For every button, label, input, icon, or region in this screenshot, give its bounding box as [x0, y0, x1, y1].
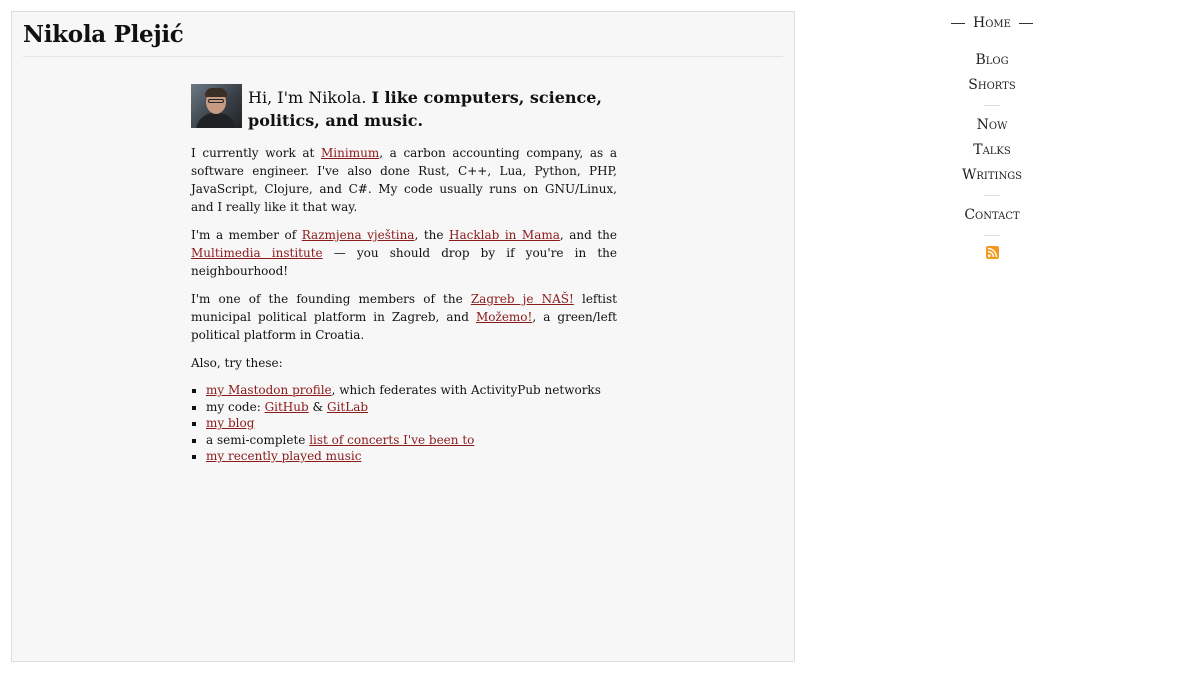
zagreb-je-nas-link[interactable]: Zagreb je NAŠ!: [470, 292, 574, 306]
list-item-text: my code:: [206, 399, 265, 414]
nav-item-talks[interactable]: Talks: [973, 142, 1011, 158]
nav-divider: [984, 195, 1000, 196]
recently-played-link[interactable]: my recently played music: [206, 449, 362, 463]
politics-text-2: leftist municipal political platform in Zagreb, and: [191, 292, 618, 324]
intro-interests: I like computers, science, politics, and music.: [248, 88, 602, 130]
site-title: Nikola Plejić: [23, 21, 184, 48]
membership-text-3: , and the: [559, 228, 617, 242]
politics-text: I'm one of the founding members of the: [191, 292, 471, 306]
nav-divider: [984, 235, 1000, 236]
links-list: [191, 382, 617, 465]
intro-heading: [248, 86, 617, 132]
concerts-link[interactable]: list of concerts I've been to: [309, 432, 475, 447]
work-text: I currently work at: [191, 146, 322, 160]
nav-item-blog[interactable]: Blog: [975, 52, 1009, 68]
mozemo-link[interactable]: Možemo!: [475, 310, 533, 324]
nav-item-now[interactable]: Now: [976, 117, 1008, 133]
membership-text: I'm a member of: [191, 228, 302, 242]
list-item: [206, 399, 617, 416]
nav-item-writings[interactable]: Writings: [961, 167, 1023, 183]
hacklab-link[interactable]: Hacklab in Mama: [449, 228, 560, 242]
sidebar-nav: [928, 10, 1056, 259]
content-column: [191, 82, 617, 465]
intro-greeting: Hi, I'm Nikola.: [248, 88, 372, 107]
politics-text-3: , a green/left political platform in Croatia.: [191, 310, 617, 342]
multimedia-institute-link[interactable]: Multimedia institute: [191, 246, 323, 260]
nav-item-shorts[interactable]: Shorts: [968, 77, 1016, 93]
membership-text-4: — you should drop by if you're in the neighbourhood!: [191, 246, 618, 278]
rss-feed-icon[interactable]: [986, 246, 999, 259]
list-item: [206, 448, 617, 465]
avatar: [191, 84, 242, 128]
nav-home-row: [928, 10, 1056, 36]
razmjena-vjestina-link[interactable]: Razmjena vještina: [301, 228, 415, 242]
main-content-panel: [11, 11, 795, 662]
home-dash-right: [1019, 23, 1033, 24]
list-item: [206, 432, 617, 449]
politics-paragraph: [191, 290, 617, 344]
list-item-text: , which federates with ActivityPub networks: [331, 383, 601, 397]
also-try-paragraph: Also, try these:: [191, 356, 283, 370]
membership-paragraph: [191, 226, 617, 280]
intro-block: [191, 82, 617, 132]
gitlab-link[interactable]: GitLab: [327, 399, 369, 414]
list-item: [206, 382, 617, 399]
nav-divider: [984, 105, 1000, 106]
list-item: [206, 415, 617, 432]
list-item-text: &: [308, 399, 327, 414]
nav-item-home[interactable]: Home: [973, 15, 1011, 31]
work-paragraph: [191, 144, 617, 216]
home-dash-left: [951, 23, 965, 24]
list-item-text: a semi-complete: [206, 432, 310, 447]
title-divider: [23, 56, 783, 57]
github-link[interactable]: GitHub: [264, 399, 309, 414]
membership-text-2: , the: [414, 228, 449, 242]
work-text-rest: , a carbon accounting company, as a software engineer. I've also done Rust, C++, Lua, Python, PHP, JavaScript, Clojure, and C#. My code usually runs on GNU/Linux, and I really like it that way.: [191, 146, 618, 214]
mastodon-profile-link[interactable]: my Mastodon profile: [206, 383, 332, 397]
minimum-link[interactable]: Minimum: [321, 146, 380, 160]
blog-link[interactable]: my blog: [206, 416, 255, 430]
nav-item-contact[interactable]: Contact: [964, 207, 1020, 223]
